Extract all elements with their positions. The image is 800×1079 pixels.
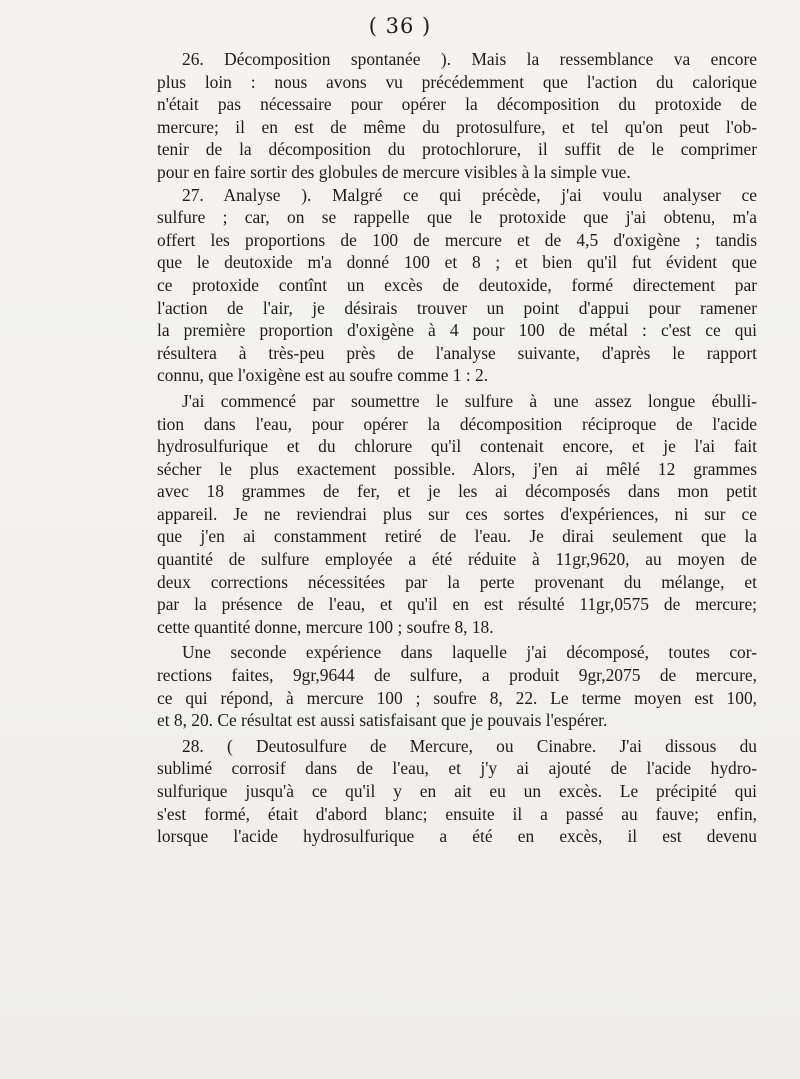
text-line: J'ai commencé par soumettre le sulfure à une assez longue ébulli- [182,390,757,411]
body-text [157,48,757,848]
text-line: 26. Décomposition spontanée ). Mais la ressemblance va encore [182,49,757,69]
text-line: plus loin : nous avons vu précédemment que l'action du calorique [157,71,757,92]
text-line: hydrosulfurique et du chlorure qu'il contenait encore, et je l'ai fait [157,436,757,457]
paragraph-27 [157,184,757,387]
text-line: cette quantité donne, mercure 100 ; soufre 8, 18. [157,616,494,637]
text-line: lorsque l'acide hydrosulfurique a été en excès, il est devenu [157,826,757,847]
text-line: quantité de sulfure employée a été réduite à 11gr,9620, au moyen de [157,549,757,570]
text-line: ce protoxide contînt un excès de deutoxide, formé directement par [157,274,757,295]
paragraph-analysis-first [157,390,757,639]
text-line: résultera à très-peu près de l'analyse suivante, d'après le rapport [157,342,757,363]
text-line: Une seconde expérience dans laquelle j'ai décomposé, toutes cor- [182,642,757,663]
paragraph-26 [157,48,757,184]
text-line: la première proportion d'oxigène à 4 pour 100 de métal : c'est ce qui [157,320,757,341]
text-line: connu, que l'oxigène est au soufre comme 1 : 2. [157,365,489,386]
text-line: n'était pas nécessaire pour opérer la décomposition du protoxide de [157,94,757,115]
text-line: deux corrections nécessitées par la perte provenant du mélange, et [157,571,757,592]
text-line: avec 18 grammes de fer, et je les ai décomposés dans mon petit [157,481,757,502]
text-line: par la présence de l'eau, et qu'il en est résulté 11gr,0575 de mercure; [157,594,757,615]
text-line: que le deutoxide m'a donné 100 et 8 ; et bien qu'il fut évident que [157,252,757,273]
paragraph-28 [157,735,757,848]
text-line: sécher le plus exactement possible. Alors, j'en ai mêlé 12 grammes [157,458,757,479]
page-number: ( 36 ) [368,14,432,38]
text-line: tenir de la décomposition du protochlorure, il suffit de le comprimer [157,139,757,160]
text-line: sublimé corrosif dans de l'eau, et j'y ai ajouté de l'acide hydro- [157,758,757,779]
text-line: tion dans l'eau, pour opérer la décomposition réciproque de l'acide [157,413,757,434]
text-line: offert les proportions de 100 de mercure et de 4,5 d'oxigène ; tandis [157,229,757,250]
text-line: sulfure ; car, on se rappelle que le protoxide que j'ai obtenu, m'a [157,207,757,228]
text-line: appareil. Je ne reviendrai plus sur ces sortes d'expériences, ni sur ce [157,503,757,524]
text-line: 28. ( Deutosulfure de Mercure, ou Cinabre. J'ai dissous du [182,735,757,756]
text-line: ce qui répond, à mercure 100 ; soufre 8, 22. Le terme moyen est 100, [157,687,757,708]
text-line: s'est formé, était d'abord blanc; ensuite il a passé au fauve; enfin, [157,803,757,824]
text-line: rections faites, 9gr,9644 de sulfure, a produit 9gr,2075 de mercure, [157,665,757,686]
text-line: que j'en ai constamment retiré de l'eau. Je dirai seulement que la [157,526,757,547]
text-line: et 8, 20. Ce résultat est aussi satisfaisant que je pouvais l'espérer. [157,710,608,731]
text-line: 27. Analyse ). Malgré ce qui précède, j'ai voulu analyser ce [182,184,757,205]
text-line: l'action de l'air, je désirais trouver un point d'appui pour ramener [157,297,757,318]
text-line: mercure; il en est de même du protosulfure, et tel qu'on peut l'ob- [157,116,757,137]
paragraph-analysis-second [157,641,757,731]
text-line: pour en faire sortir des globules de mercure visibles à la simple vue. [157,161,631,182]
text-line: sulfurique jusqu'à ce qu'il y en ait eu un excès. Le précipité qui [157,781,757,801]
